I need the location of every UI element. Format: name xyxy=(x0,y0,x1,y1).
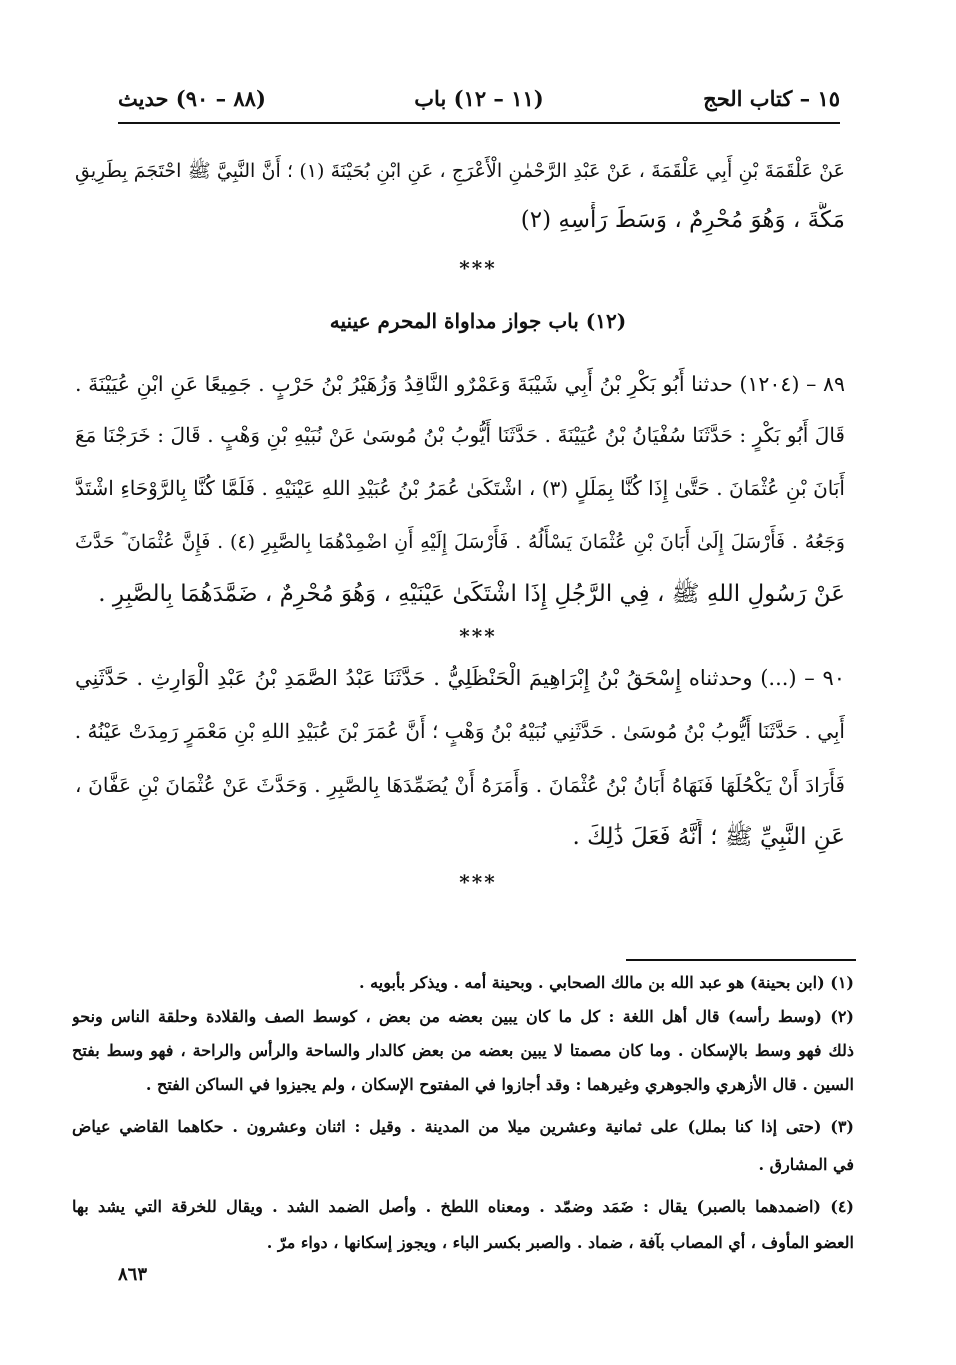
text-line: عَنِ النَّبِيِّ ﷺ ؛ أَنَّهُ فَعَلَ ذَٰلِكَ . xyxy=(572,824,845,850)
footnote-line: (٢) (وسط رأسه) قال أهل اللغة : كل ما كان يبين بعضه من بعض ، كوسط الصف والقلادة وحلقة الناس ونحو xyxy=(72,1007,854,1026)
text-line: عَنْ عَلْقَمَةَ بْنِ أَبِي عَلْقَمَةَ ، عَنْ عَبْدِ الرَّحْمٰنِ الْأَعْرَجِ ، عَنِ ابْنِ بُحَيْنَةَ (١) ؛ أَنَّ النَّبِيَّ ﷺ احْتَجَمَ بِطَرِيقِ xyxy=(75,160,845,182)
footnote-line: ذلك فهو وسط بالإسكان . وما كان مصمتا لا يبين بعضه من بعض كالدار والساحة والرأس والراحة ، فهو وسط بفتح xyxy=(72,1041,854,1060)
header-rule xyxy=(118,122,840,124)
text-line: مَكَّةَ ، وَهُوَ مُحْرِمٌ ، وَسَطَ رَأْسِهِ (٢) xyxy=(520,207,845,233)
text-line: أَبَانَ بْنِ عُثْمَانَ . حَتَّىٰ إِذَا كُنَّا بِمَلَلٍ (٣) ، اشْتَكَىٰ عُمَرُ بْنُ عُبَيْدِ اللهِ عَيْنَيْهِ . فَلَمَّا كُنَّا بِالرَّوْحَاءِ اشْتَدَّ xyxy=(75,476,845,500)
footnote-line: العضو المأوف ، أي المصاب بآفة ، ضماد . والصبر بكسر الباء ، ويجوز إسكانها ، دواء مرّ . xyxy=(266,1233,854,1252)
footnote-line: (٤) (اضمدهما بالصبر) يقال : ضَمَد وضمّد . ومعناه اللطخ . وأصل الضمد الشد . ويقال للخرقة التي يشد بها xyxy=(72,1197,854,1216)
footnote-line: (١) (ابن بحينة) هو عبد الله بن مالك الصحابي . وبحينة أمه . ويذكر بأبويه . xyxy=(359,973,854,992)
section-separator: *** xyxy=(459,624,497,648)
running-header xyxy=(118,80,840,120)
header-chapter-range: (١١ – ١٢) باب xyxy=(414,86,544,111)
text-line: أَبِي . حَدَّثَنَا أَيُّوبُ بْنُ مُوسَىٰ . حَدَّثَنِي نُبَيْهُ بْنُ وَهْبٍ ؛ أَنَّ عُمَرَ بْنَ عُبَيْدِ اللهِ بْنِ مَعْمَرٍ رَمِدَتْ عَيْنُهُ . xyxy=(75,719,845,743)
header-hadith-range: (٨٨ – ٩٠) حديث xyxy=(118,86,266,111)
chapter-heading: (١٢) باب جواز مداواة المحرم عينيه xyxy=(329,309,627,333)
page-number: ٨٦٣ xyxy=(118,1264,148,1285)
text-line: فَأَرَادَ أَنْ يَكْحُلَهَا فَنَهَاهُ أَبَانُ بْنُ عُثْمَانَ . وَأَمَرَهُ أَنْ يُضَمِّدَهَا بِالصَّبِرِ . وَحَدَّثَ عَنْ عُثْمَانَ بْنِ عَفَّانَ ، xyxy=(75,773,845,797)
section-separator: *** xyxy=(459,870,497,894)
footnote-line: (٣) (حتى إذا كنا بملل) على ثمانية وعشرين ميلا من المدينة . وقيل : اثنان وعشرون . حكاهما القاضي عياض xyxy=(72,1117,854,1136)
text-line: وَجَعُهُ . فَأَرْسَلَ إِلَىٰ أَبَانَ بْنِ عُثْمَانَ يَسْأَلُهُ . فَأَرْسَلَ إِلَيْهِ أَنِ اضْمِدْهُمَا بِالصَّبِرِ (٤) . فَإِنَّ عُثْمَانَ ؓ حَدَّثَ xyxy=(75,531,845,553)
footnote-line: السين . قال الأزهري والجوهري وغيرهما : وقد أجازوا في المفتوح الإسكان ، ولم يجيزوا في الساكن الفتح . xyxy=(145,1075,854,1094)
footnote-rule xyxy=(626,959,856,961)
text-line: ٨٩ – (١٢٠٤) حدثنا أَبُو بَكْرِ بْنُ أَبِي شَيْبَةَ وَعَمْرٌو النَّاقِدُ وَزُهَيْرُ بْنُ حَرْبٍ . جَمِيعًا عَنِ ابْنِ عُيَيْنَةَ . xyxy=(75,372,845,396)
text-line: عَنْ رَسُولِ اللهِ ﷺ ، فِي الرَّجُلِ إِذَا اشْتَكَىٰ عَيْنَيْهِ ، وَهُوَ مُحْرِمٌ ، ضَمَّدَهُمَا بِالصَّبِرِ . xyxy=(98,581,845,607)
header-book-title: ١٥ – كتاب الحج xyxy=(703,86,840,111)
footnote-line: في المشارق . xyxy=(758,1155,854,1174)
text-line: ٩٠ – (...) وحدثناه إِسْحَقُ بْنُ إِبْرَاهِيمَ الْحَنْظَلِيُّ . حَدَّثَنَا عَبْدُ الصَّمَدِ بْنُ عَبْدِ الْوَارِثِ . حَدَّثَنِي xyxy=(75,666,845,690)
text-line: قَالَ أَبُو بَكْرٍ : حَدَّثَنَا سُفْيَانُ بْنُ عُيَيْنَةَ . حَدَّثَنَا أَيُّوبُ بْنُ مُوسَىٰ عَنْ نُبَيْهِ بْنِ وَهْبٍ . قَالَ : خَرَجْنَا مَعَ xyxy=(75,423,845,447)
section-separator: *** xyxy=(459,256,497,280)
